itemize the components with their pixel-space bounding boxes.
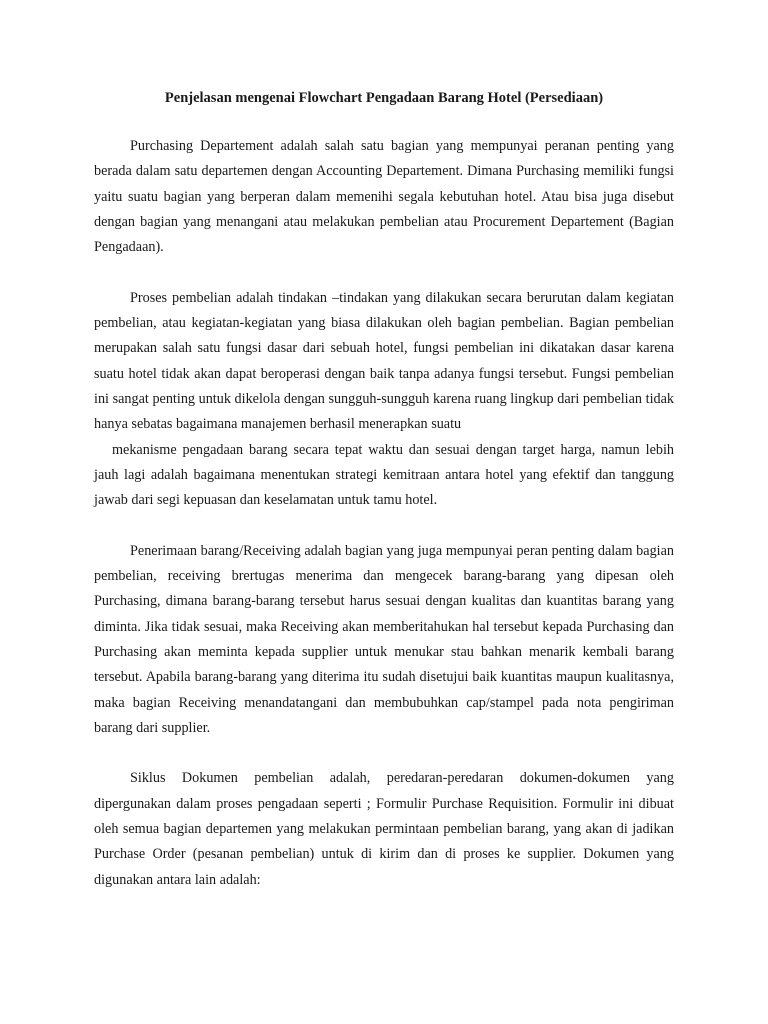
- document-title: Penjelasan mengenai Flowchart Pengadaan Barang Hotel (Persediaan): [164, 90, 604, 106]
- paragraph-receiving: Penerimaan barang/Receiving adalah bagian yang juga mempunyai peran penting dalam bagian pembelian, receiving brertugas menerima dan mengecek barang-barang yang dipesan oleh Purchasing, dimana barang-barang tersebut harus sesuai dengan kualitas dan kuantitas barang yang diminta. Jika tidak sesuai, maka Receiving akan memberitahukan hal tersebut kepada Purchasing dan Purchasing akan meminta kepada supplier untuk menukar stau bahkan menarik kembali barang tersebut. Apabila barang-barang yang diterima itu sudah disetujui baik kuantitas maupun kualitasnya, maka bagian Receiving menandatangani dan membubuhkan cap/stampel pada nota pengiriman barang dari supplier.: [94, 542, 674, 736]
- paragraph-proses-pembelian: Proses pembelian adalah tindakan –tindakan yang dilakukan secara berurutan dalam kegiatan pembelian, atau kegiatan-kegiatan yang biasa dilakukan oleh bagian pembelian. Bagian pembelian merupakan salah satu fungsi dasar dari sebuah hotel, fungsi pembelian ini dikatakan dasar karena suatu hotel tidak akan dapat beroperasi dengan baik tanpa adanya fungsi tersebut. Fungsi pembelian ini sangat penting untuk dikelola dengan sungguh-sungguh karena ruang lingkup dari pembelian tidak hanya sebatas bagaimana manajemen berhasil menerapkan suatu: [94, 289, 674, 433]
- document-page: [94, 86, 674, 893]
- paragraph-siklus-dokumen: Siklus Dokumen pembelian adalah, peredaran-peredaran dokumen-dokumen yang dipergunakan dalam proses pengadaan seperti ; Formulir Purchase Requisition. Formulir ini dibuat oleh semua bagian departemen yang melakukan permintaan pembelian barang, yang akan di jadikan Purchase Order (pesanan pembelian) untuk di kirim dan di proses ke supplier. Dokumen yang digunakan antara lain adalah:: [94, 770, 674, 888]
- paragraph-proses-pembelian-cont: mekanisme pengadaan barang secara tepat waktu dan sesuai dengan target harga, namun lebih jauh lagi adalah bagaimana menentukan strategi kemitraan antara hotel yang efektif dan tanggung jawab dari segi kepuasan dan keselamatan untuk tamu hotel.: [94, 441, 674, 509]
- paragraph-purchasing: Purchasing Departement adalah salah satu bagian yang mempunyai peranan penting yang berada dalam satu departemen dengan Accounting Departement. Dimana Purchasing memiliki fungsi yaitu suatu bagian yang berperan dalam memenihi segala kebutuhan hotel. Atau bisa juga disebut dengan bagian yang menangani atau melakukan pembelian atau Procurement Departement (Bagian Pengadaan).: [94, 138, 674, 256]
